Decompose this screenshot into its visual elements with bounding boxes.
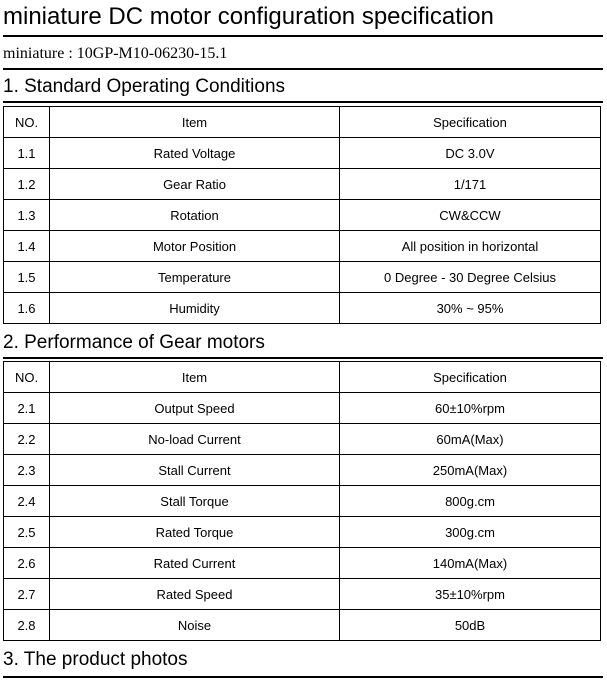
column-header: Item [50, 362, 340, 393]
specification-value: 50dB [340, 610, 601, 641]
row-number: 1.2 [4, 169, 50, 200]
section-heading-operating-conditions: 1. Standard Operating Conditions [3, 70, 603, 103]
gear-performance-table [3, 361, 601, 641]
row-number: 2.7 [4, 579, 50, 610]
row-number: 1.5 [4, 262, 50, 293]
item-name: Noise [50, 610, 340, 641]
item-name: Rated Current [50, 548, 340, 579]
table-row [4, 517, 601, 548]
item-name: Stall Torque [50, 486, 340, 517]
table-row [4, 262, 601, 293]
item-name: Humidity [50, 293, 340, 324]
table-row [4, 231, 601, 262]
row-number: 2.2 [4, 424, 50, 455]
item-name: Temperature [50, 262, 340, 293]
operating-conditions-table [3, 106, 601, 324]
table-row [4, 293, 601, 324]
table-row [4, 393, 601, 424]
column-header: NO. [4, 107, 50, 138]
item-name: Rated Voltage [50, 138, 340, 169]
item-name: Output Speed [50, 393, 340, 424]
row-number: 1.4 [4, 231, 50, 262]
table-row [4, 486, 601, 517]
table-row [4, 424, 601, 455]
specification-value: 300g.cm [340, 517, 601, 548]
row-number: 2.6 [4, 548, 50, 579]
table-row [4, 138, 601, 169]
specification-value: 0 Degree - 30 Degree Celsius [340, 262, 601, 293]
item-name: Stall Current [50, 455, 340, 486]
table-header-row [4, 107, 601, 138]
item-name: Rated Speed [50, 579, 340, 610]
table-row [4, 548, 601, 579]
column-header: NO. [4, 362, 50, 393]
row-number: 1.3 [4, 200, 50, 231]
row-number: 2.5 [4, 517, 50, 548]
column-header: Specification [340, 362, 601, 393]
document-title: miniature DC motor configuration specification [3, 0, 603, 37]
column-header: Specification [340, 107, 601, 138]
specification-value: 60mA(Max) [340, 424, 601, 455]
table-row [4, 455, 601, 486]
section-heading-gear-performance: 2. Performance of Gear motors [3, 326, 603, 359]
table-row [4, 610, 601, 641]
specification-value: All position in horizontal [340, 231, 601, 262]
specification-value: 140mA(Max) [340, 548, 601, 579]
item-name: Motor Position [50, 231, 340, 262]
specification-value: 30% ~ 95% [340, 293, 601, 324]
item-name: Gear Ratio [50, 169, 340, 200]
row-number: 1.6 [4, 293, 50, 324]
row-number: 2.3 [4, 455, 50, 486]
specification-value: CW&CCW [340, 200, 601, 231]
specification-value: DC 3.0V [340, 138, 601, 169]
column-header: Item [50, 107, 340, 138]
model-number: miniature : 10GP-M10-06230-15.1 [3, 37, 603, 70]
table-row [4, 200, 601, 231]
row-number: 2.4 [4, 486, 50, 517]
item-name: Rotation [50, 200, 340, 231]
bottom-divider [3, 676, 603, 678]
specification-value: 60±10%rpm [340, 393, 601, 424]
table-row [4, 169, 601, 200]
row-number: 2.8 [4, 610, 50, 641]
row-number: 2.1 [4, 393, 50, 424]
specification-value: 800g.cm [340, 486, 601, 517]
item-name: Rated Torque [50, 517, 340, 548]
section-heading-product-photos: 3. The product photos [3, 649, 188, 670]
item-name: No-load Current [50, 424, 340, 455]
specification-value: 250mA(Max) [340, 455, 601, 486]
specification-value: 1/171 [340, 169, 601, 200]
row-number: 1.1 [4, 138, 50, 169]
specification-value: 35±10%rpm [340, 579, 601, 610]
table-row [4, 579, 601, 610]
table-header-row [4, 362, 601, 393]
